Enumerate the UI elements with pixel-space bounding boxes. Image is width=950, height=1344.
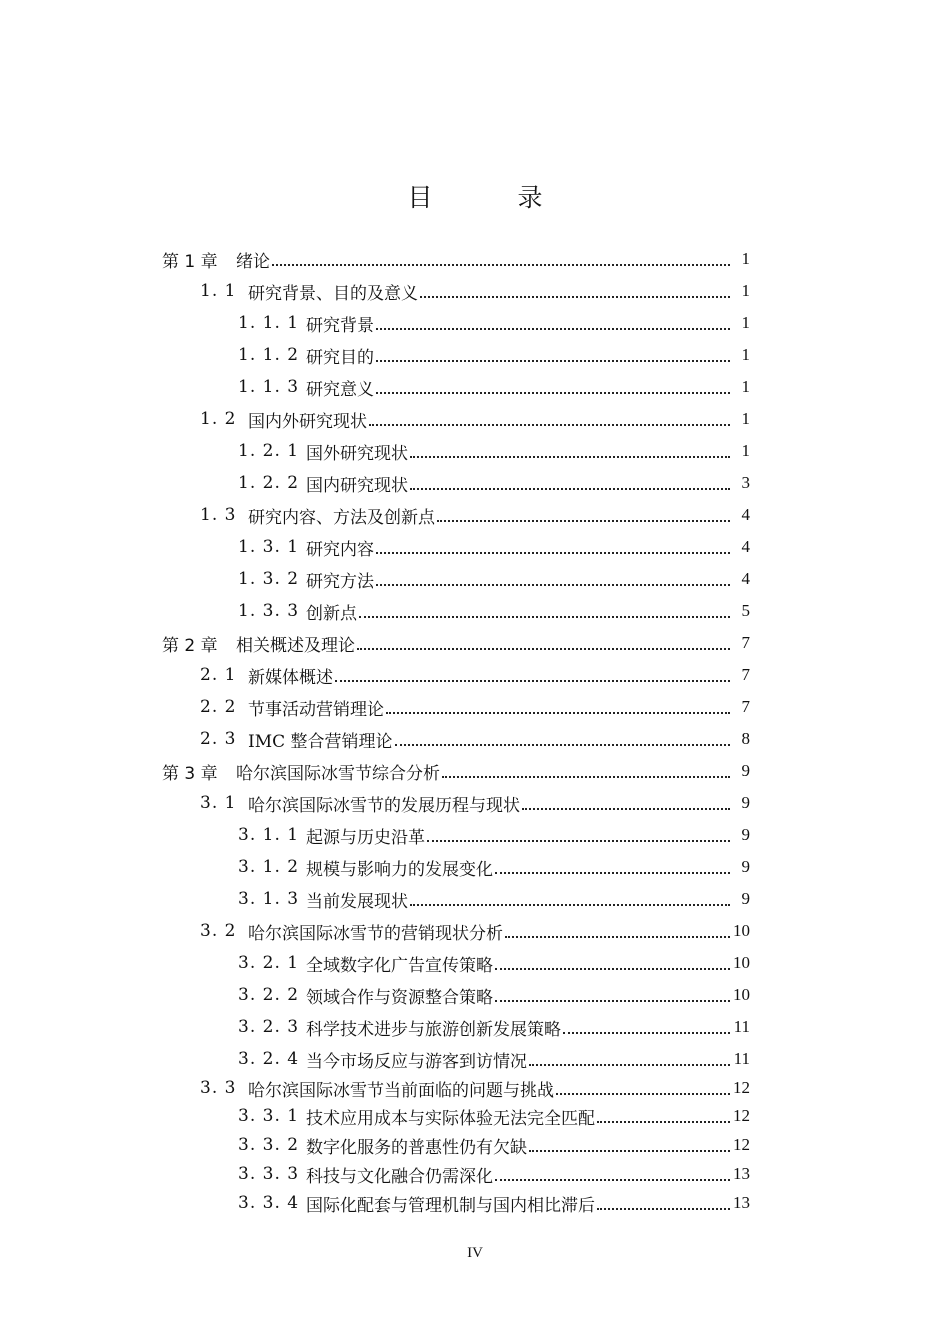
toc-entry[interactable]	[0, 372, 950, 402]
toc-leader-dots	[272, 264, 730, 266]
toc-entry-number: 1. 1. 1	[238, 313, 300, 333]
toc-entry-title: 国内研究现状	[306, 475, 408, 496]
toc-entry[interactable]	[0, 756, 950, 786]
toc-leader-dots	[597, 1208, 730, 1210]
toc-entry[interactable]	[0, 1101, 950, 1131]
toc-entry[interactable]	[0, 532, 950, 562]
toc-leader-dots	[597, 1121, 730, 1123]
toc-entry[interactable]	[0, 788, 950, 818]
toc-entry[interactable]	[0, 724, 950, 754]
toc-entry-page: 10	[733, 921, 750, 940]
toc-leader-dots	[376, 392, 730, 394]
toc-entry-page: 7	[741, 697, 750, 716]
toc-entry-page: 4	[741, 537, 750, 556]
toc-leader-dots	[529, 1150, 730, 1152]
toc-entry-title: IMC 整合营销理论	[248, 731, 393, 752]
toc-entry[interactable]	[0, 980, 950, 1010]
toc-leader-dots	[410, 904, 730, 906]
toc-entry-title: 国外研究现状	[306, 443, 408, 464]
toc-entry-page: 4	[741, 569, 750, 588]
toc-entry[interactable]	[0, 340, 950, 370]
toc-entry-title: 研究目的	[306, 347, 374, 368]
toc-entry[interactable]	[0, 1073, 950, 1103]
toc-leader-dots	[495, 968, 730, 970]
toc-entry-page: 13	[733, 1193, 750, 1212]
toc-entry-page: 9	[741, 761, 750, 780]
page-title: 目 录	[407, 183, 573, 212]
toc-entry-title: 国际化配套与管理机制与国内相比滞后	[306, 1195, 595, 1216]
toc-entry-number: 3. 3. 4	[238, 1193, 300, 1213]
toc-entry[interactable]	[0, 500, 950, 530]
toc-entry-page: 10	[733, 985, 750, 1004]
toc-entry-number: 3. 2. 1	[238, 953, 300, 973]
toc-entry[interactable]	[0, 1188, 950, 1218]
toc-entry-number: 2. 3	[200, 729, 237, 749]
toc-entry-page: 1	[741, 249, 750, 268]
toc-entry-title: 研究内容	[306, 539, 374, 560]
toc-entry-title: 研究意义	[306, 379, 374, 400]
toc-entry[interactable]	[0, 628, 950, 658]
toc-entry-title: 规模与影响力的发展变化	[306, 859, 493, 880]
toc-leader-dots	[420, 296, 730, 298]
toc-entry-title: 科学技术进步与旅游创新发展策略	[306, 1019, 561, 1040]
toc-entry-title: 领域合作与资源整合策略	[306, 987, 493, 1008]
toc-entry-page: 10	[733, 953, 750, 972]
toc-entry-title: 研究内容、方法及创新点	[248, 507, 435, 528]
toc-entry-number: 1. 2. 2	[238, 473, 300, 493]
toc-entry[interactable]	[0, 1044, 950, 1074]
toc-entry-page: 11	[733, 1049, 750, 1068]
toc-entry[interactable]	[0, 596, 950, 626]
toc-leader-dots	[376, 584, 730, 586]
toc-entry-number: 第 1 章	[162, 251, 218, 272]
toc-entry-page: 1	[741, 377, 750, 396]
toc-entry-page: 9	[741, 889, 750, 908]
toc-entry-number: 3. 2. 4	[238, 1049, 300, 1069]
toc-entry-title: 全域数字化广告宣传策略	[306, 955, 493, 976]
toc-entry[interactable]	[0, 564, 950, 594]
toc-entry-number: 1. 1	[200, 281, 237, 301]
toc-leader-dots	[427, 840, 730, 842]
toc-leader-dots	[505, 936, 730, 938]
toc-entry[interactable]	[0, 436, 950, 466]
toc-leader-dots	[442, 776, 730, 778]
toc-entry-title: 研究背景、目的及意义	[248, 283, 418, 304]
toc-entry[interactable]	[0, 404, 950, 434]
toc-entry-number: 1. 3. 2	[238, 569, 300, 589]
toc-leader-dots	[563, 1032, 730, 1034]
toc-entry[interactable]	[0, 244, 950, 274]
toc-leader-dots	[376, 552, 730, 554]
toc-entry[interactable]	[0, 468, 950, 498]
toc-entry-page: 11	[733, 1017, 750, 1036]
toc-entry-title: 新媒体概述	[248, 667, 333, 688]
toc-entry-title: 研究方法	[306, 571, 374, 592]
toc-entry-title: 节事活动营销理论	[248, 699, 384, 720]
toc-leader-dots	[495, 872, 730, 874]
toc-entry-number: 2. 2	[200, 697, 237, 717]
page-number: IV	[467, 1245, 483, 1261]
toc-entry-page: 12	[733, 1135, 750, 1154]
toc-entry-title: 哈尔滨国际冰雪节当前面临的问题与挑战	[248, 1080, 554, 1101]
toc-entry-page: 9	[741, 857, 750, 876]
toc-entry-number: 3. 2	[200, 921, 237, 941]
toc-entry-number: 1. 2. 1	[238, 441, 300, 461]
toc-entry-title: 研究背景	[306, 315, 374, 336]
toc-entry-title: 科技与文化融合仍需深化	[306, 1166, 493, 1187]
toc-entry[interactable]	[0, 884, 950, 914]
toc-leader-dots	[376, 328, 730, 330]
toc-entry-number: 3. 2. 2	[238, 985, 300, 1005]
toc-entry-number: 3. 1. 3	[238, 889, 300, 909]
toc-entry-title: 起源与历史沿革	[306, 827, 425, 848]
toc-leader-dots	[522, 808, 730, 810]
toc-entry-page: 8	[741, 729, 750, 748]
toc-leader-dots	[495, 1000, 730, 1002]
toc-entry-title: 哈尔滨国际冰雪节综合分析	[236, 763, 440, 784]
toc-entry-number: 1. 3. 1	[238, 537, 300, 557]
toc-entry[interactable]	[0, 308, 950, 338]
toc-entry-page: 5	[741, 601, 750, 620]
toc-entry-number: 第 2 章	[162, 635, 218, 656]
toc-entry-number: 第 3 章	[162, 763, 218, 784]
toc-entry-page: 1	[741, 345, 750, 364]
toc-entry-number: 2. 1	[200, 665, 237, 685]
toc-leader-dots	[495, 1179, 730, 1181]
toc-entry-number: 3. 3	[200, 1078, 237, 1098]
toc-leader-dots	[369, 424, 730, 426]
toc-entry-title: 技术应用成本与实际体验无法完全匹配	[306, 1108, 595, 1129]
toc-entry-page: 13	[733, 1164, 750, 1183]
toc-entry-page: 12	[733, 1078, 750, 1097]
toc-entry[interactable]	[0, 852, 950, 882]
toc-leader-dots	[376, 360, 730, 362]
toc-entry-title: 创新点	[306, 603, 357, 624]
toc-leader-dots	[556, 1093, 730, 1095]
toc-entry-page: 4	[741, 505, 750, 524]
toc-leader-dots	[335, 680, 730, 682]
toc-entry-page: 7	[741, 665, 750, 684]
toc-entry-page: 9	[741, 793, 750, 812]
toc-entry-number: 1. 1. 3	[238, 377, 300, 397]
toc-entry-number: 1. 3. 3	[238, 601, 300, 621]
toc-entry-title: 绪论	[236, 251, 270, 272]
toc-entry-page: 3	[741, 473, 750, 492]
toc-leader-dots	[529, 1064, 730, 1066]
toc-entry-page: 9	[741, 825, 750, 844]
toc-leader-dots	[410, 488, 730, 490]
toc-entry-page: 1	[741, 281, 750, 300]
toc-entry-number: 3. 1	[200, 793, 237, 813]
toc-entry-number: 3. 1. 1	[238, 825, 300, 845]
toc-entry[interactable]	[0, 820, 950, 850]
toc-leader-dots	[359, 616, 730, 618]
toc-entry-title: 国内外研究现状	[248, 411, 367, 432]
toc-entry[interactable]	[0, 916, 950, 946]
toc-entry-page: 1	[741, 441, 750, 460]
toc-entry-page: 7	[741, 633, 750, 652]
toc-entry[interactable]	[0, 660, 950, 690]
toc-entry-title: 哈尔滨国际冰雪节的发展历程与现状	[248, 795, 520, 816]
toc-entry-number: 1. 1. 2	[238, 345, 300, 365]
toc-entry-number: 1. 3	[200, 505, 237, 525]
toc-entry-number: 3. 3. 1	[238, 1106, 300, 1126]
toc-entry-page: 12	[733, 1106, 750, 1125]
toc-entry-title: 相关概述及理论	[236, 635, 355, 656]
toc-entry-page: 1	[741, 313, 750, 332]
toc-leader-dots	[395, 744, 730, 746]
toc-entry[interactable]	[0, 1012, 950, 1042]
toc-entry[interactable]	[0, 1130, 950, 1160]
toc-entry-title: 哈尔滨国际冰雪节的营销现状分析	[248, 923, 503, 944]
toc-leader-dots	[357, 648, 730, 650]
toc-entry[interactable]	[0, 1159, 950, 1189]
toc-entry-number: 1. 2	[200, 409, 237, 429]
toc-entry-page: 1	[741, 409, 750, 428]
toc-entry-number: 3. 2. 3	[238, 1017, 300, 1037]
toc-leader-dots	[437, 520, 730, 522]
toc-entry-number: 3. 1. 2	[238, 857, 300, 877]
toc-entry-title: 当前发展现状	[306, 891, 408, 912]
toc-entry-number: 3. 3. 2	[238, 1135, 300, 1155]
toc-entry[interactable]	[0, 276, 950, 306]
toc-entry-number: 3. 3. 3	[238, 1164, 300, 1184]
toc-entry-title: 当今市场反应与游客到访情况	[306, 1051, 527, 1072]
toc-entry[interactable]	[0, 948, 950, 978]
toc-leader-dots	[386, 712, 730, 714]
toc-entry-title: 数字化服务的普惠性仍有欠缺	[306, 1137, 527, 1158]
toc-entry[interactable]	[0, 692, 950, 722]
toc-leader-dots	[410, 456, 730, 458]
